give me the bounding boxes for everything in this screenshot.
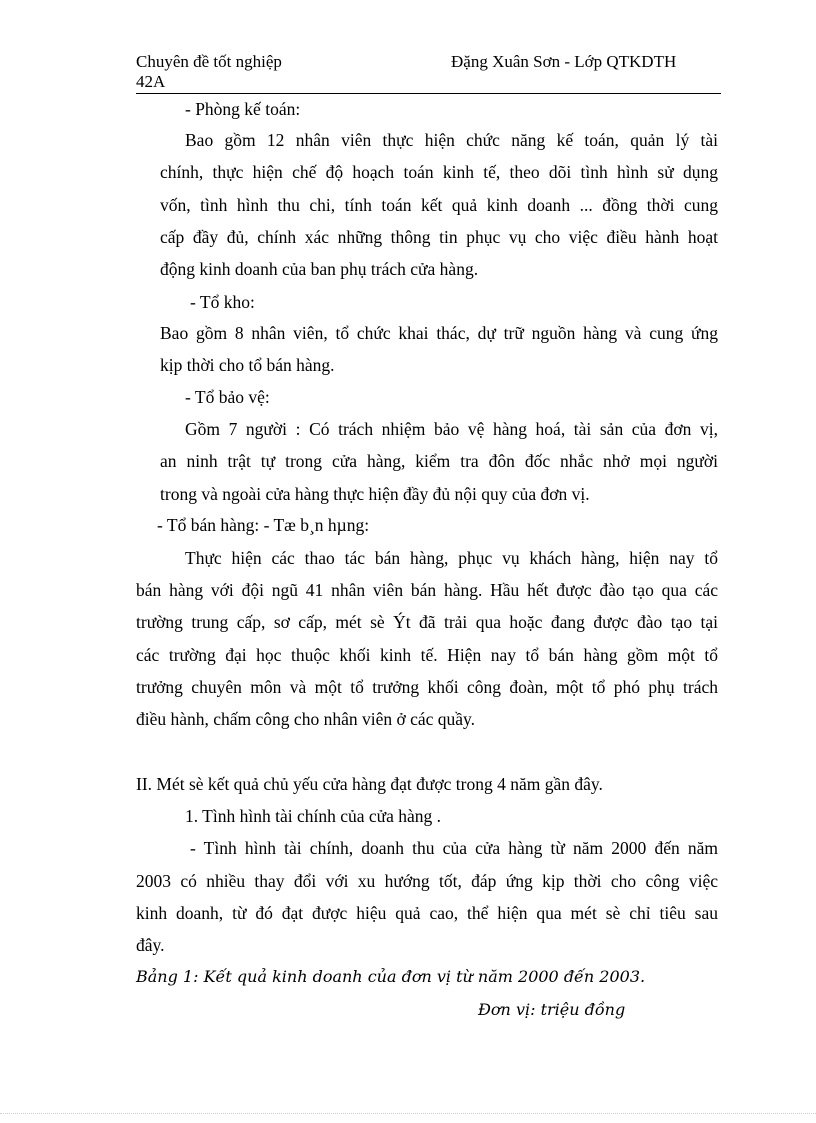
body-line: động kinh doanh của ban phụ trách cửa hàng. — [160, 259, 479, 279]
table-caption: Bảng 1: Kết quả kinh doanh của đơn vị từ năm 2000 đến 2003. — [136, 967, 646, 986]
header-left-title: Chuyên đề tốt nghiệp — [136, 52, 282, 71]
body-line: trong và ngoài cửa hàng thực hiện đầy đủ nội quy của đơn vị. — [160, 484, 590, 504]
heading-accounting: - Phòng kế toán: — [185, 99, 301, 119]
body-line: các trường đại học thuộc khối kinh tế. Hiện nay tổ bán hàng gồm một tổ — [136, 645, 718, 665]
heading-security: - Tổ bảo vệ: — [185, 387, 270, 407]
body-line: trường trung cấp, sơ cấp, mét sè Ýt đã trải qua hoặc đang được đào tạo tại — [136, 612, 718, 632]
body-line: Thực hiện các thao tác bán hàng, phục vụ khách hàng, hiện nay tổ — [185, 548, 718, 568]
body-line: cấp đầy đủ, chính xác những thông tin phục vụ cho việc điều hành hoạt — [160, 227, 718, 247]
body-line: kinh doanh, từ đó đạt được hiệu quả cao, thể hiện qua mét sè chỉ tiêu sau — [136, 903, 718, 923]
header-left-class: 42A — [136, 72, 166, 91]
body-line: Bao gồm 12 nhân viên thực hiện chức năng kế toán, quản lý tài — [185, 130, 718, 150]
body-line: điều hành, chấm công cho nhân viên ở các quầy. — [136, 709, 476, 729]
heading-sales: - Tổ bán hàng: - Tæ b¸n hµng: — [157, 515, 370, 535]
body-line: Gồm 7 người : Có trách nhiệm bảo vệ hàng hoá, tài sản của đơn vị, — [185, 419, 718, 439]
body-line: đây. — [136, 935, 165, 955]
header-rule — [136, 93, 721, 94]
header-right: Đặng Xuân Sơn - Lớp QTKDTH — [451, 52, 677, 71]
body-line: chính, thực hiện chế độ hoạch toán kinh tế, theo dõi tình hình sử dụng — [160, 162, 718, 182]
section-heading: II. Mét sè kết quả chủ yếu cửa hàng đạt được trong 4 năm gần đây. — [136, 774, 603, 794]
body-line: bán hàng với đội ngũ 41 nhân viên bán hàng. Hầu hết được đào tạo qua các — [136, 580, 718, 600]
page-bottom-border — [0, 1113, 816, 1114]
subsection-heading: 1. Tình hình tài chính của cửa hàng . — [185, 806, 442, 826]
body-line: - Tình hình tài chính, doanh thu của cửa hàng từ năm 2000 đến năm — [190, 838, 718, 858]
heading-warehouse: - Tổ kho: — [190, 292, 255, 312]
body-line: Bao gồm 8 nhân viên, tổ chức khai thác, dự trữ nguồn hàng và cung ứng — [160, 323, 718, 343]
body-line: 2003 có nhiều thay đổi với xu hướng tốt, đáp ứng kịp thời cho công việc — [136, 871, 718, 891]
body-line: an ninh trật tự trong cửa hàng, kiểm tra đôn đốc nhắc nhở mọi người — [160, 451, 718, 471]
body-line: kịp thời cho tổ bán hàng. — [160, 355, 335, 375]
unit-note: Đơn vị: triệu đồng — [478, 1000, 626, 1019]
body-line: trưởng chuyên môn và một tổ trưởng khối công đoàn, một tổ phó phụ trách — [136, 677, 718, 697]
body-line: vốn, tình hình thu chi, tính toán kết quả kinh doanh ... đồng thời cung — [160, 195, 718, 215]
